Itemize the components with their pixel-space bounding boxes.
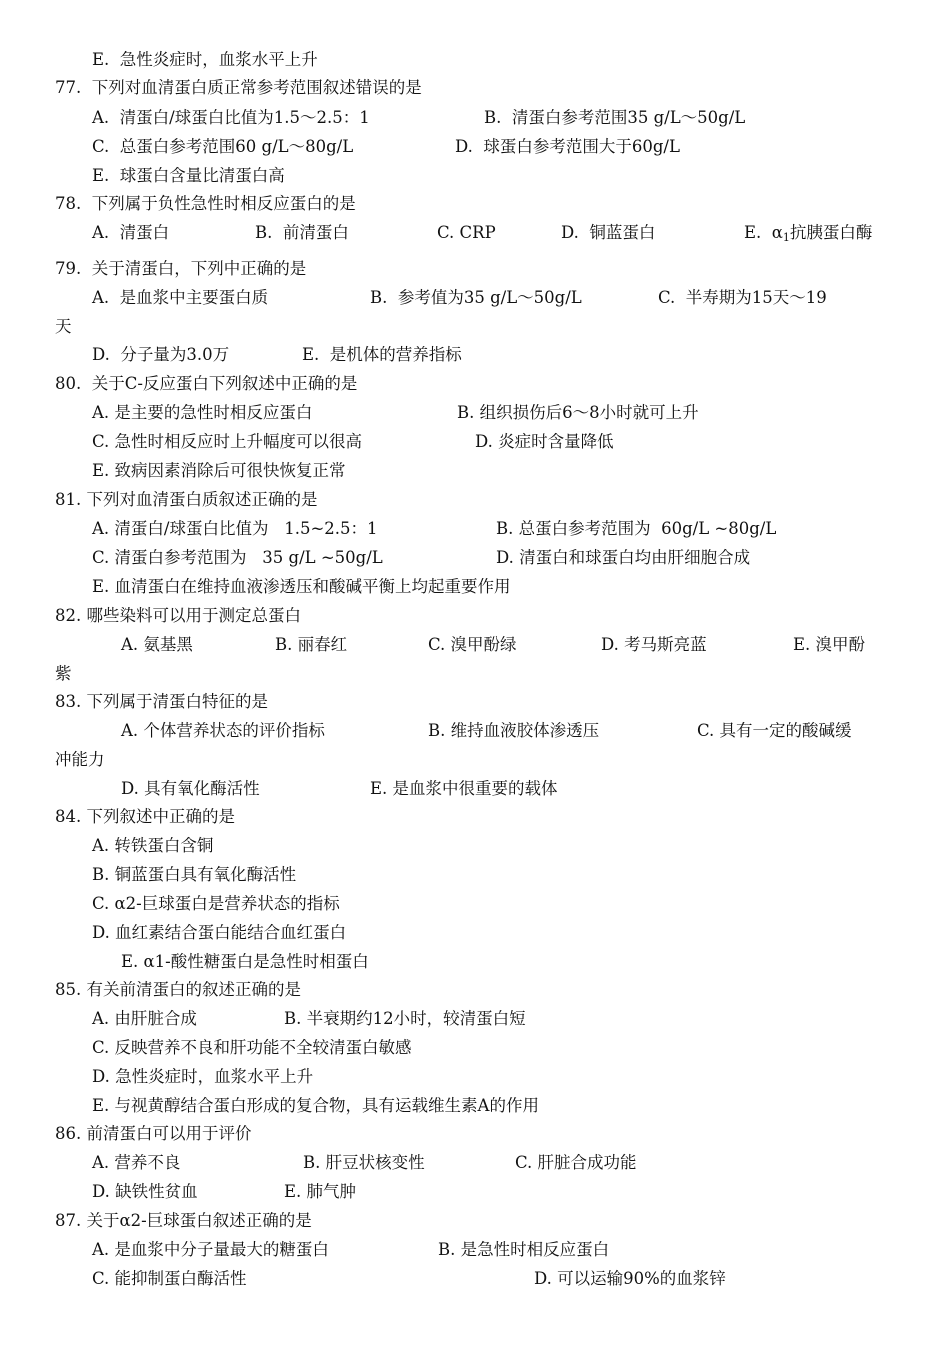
q81-option-d: D. 清蛋白和球蛋白均由肝细胞合成 [496, 548, 751, 567]
q78-option-e-suffix: 抗胰蛋白酶 [789, 223, 873, 242]
q78-option-e-subscript: 1 [782, 231, 790, 244]
q79-option-e: E. 是机体的营养指标 [302, 345, 462, 364]
q87-stem: 87. 关于α2-巨球蛋白叙述正确的是 [55, 1211, 312, 1230]
q87-option-b: B. 是急性时相反应蛋白 [438, 1240, 610, 1259]
q84-option-c: C. α2-巨球蛋白是营养状态的指标 [92, 894, 340, 913]
q81-option-a: A. 清蛋白/球蛋白比值为 1.5~2.5：1 [92, 519, 378, 538]
q77-option-c: C. 总蛋白参考范围60 g/L～80g/L [92, 137, 354, 156]
q85-option-a: A. 由肝脏合成 [92, 1009, 197, 1028]
q85-option-b: B. 半衰期约12小时，较清蛋白短 [284, 1009, 526, 1028]
q79-option-a: A. 是血浆中主要蛋白质 [92, 288, 269, 307]
q81-option-c: C. 清蛋白参考范围为 35 g/L ~50g/L [92, 548, 383, 567]
q87-option-d: D. 可以运输90%的血浆锌 [534, 1269, 726, 1288]
q83-stem: 83. 下列属于清蛋白特征的是 [55, 692, 268, 711]
q77-option-b: B. 清蛋白参考范围35 g/L～50g/L [484, 108, 746, 127]
q84-option-a: A. 转铁蛋白含铜 [92, 836, 214, 855]
q87-option-a: A. 是血浆中分子量最大的糖蛋白 [92, 1240, 329, 1259]
q80-option-c: C. 急性时相反应时上升幅度可以很高 [92, 432, 363, 451]
q86-option-c: C. 肝脏合成功能 [515, 1153, 637, 1172]
q83-option-d: D. 具有氧化酶活性 [121, 779, 260, 798]
q83-option-c-continuation: 冲能力 [55, 750, 105, 769]
q78-option-e [744, 222, 872, 249]
q81-option-b: B. 总蛋白参考范围为 60g/L ~80g/L [496, 519, 777, 538]
q83-option-e: E. 是血浆中很重要的载体 [370, 779, 558, 798]
q84-stem: 84. 下列叙述中正确的是 [55, 807, 235, 826]
q86-option-d: D. 缺铁性贫血 [92, 1182, 198, 1201]
q78-option-a: A. 清蛋白 [92, 223, 170, 242]
q84-option-e: E. α1-酸性糖蛋白是急性时相蛋白 [121, 952, 369, 971]
q78-option-d: D. 铜蓝蛋白 [561, 223, 656, 242]
q85-option-e: E. 与视黄醇结合蛋白形成的复合物，具有运载维生素A的作用 [92, 1096, 539, 1115]
q81-option-e: E. 血清蛋白在维持血液渗透压和酸碱平衡上均起重要作用 [92, 577, 511, 596]
q83-option-c: C. 具有一定的酸碱缓 [697, 721, 852, 740]
q84-option-d: D. 血红素结合蛋白能结合血红蛋白 [92, 923, 347, 942]
q86-option-a: A. 营养不良 [92, 1153, 181, 1172]
q79-option-c-continuation: 天 [55, 317, 72, 336]
q80-option-e: E. 致病因素消除后可很快恢复正常 [92, 461, 346, 480]
q87-option-c: C. 能抑制蛋白酶活性 [92, 1269, 247, 1288]
q77-stem: 77. 下列对血清蛋白质正常参考范围叙述错误的是 [55, 78, 422, 97]
q82-option-d: D. 考马斯亮蓝 [601, 635, 707, 654]
q82-option-e-continuation: 紫 [55, 664, 72, 683]
q80-option-d: D. 炎症时含量降低 [475, 432, 614, 451]
q82-option-c: C. 溴甲酚绿 [428, 635, 517, 654]
q78-stem: 78. 下列属于负性急性时相反应蛋白的是 [55, 194, 356, 213]
q78-option-c: C. CRP [437, 223, 496, 242]
q86-stem: 86. 前清蛋白可以用于评价 [55, 1124, 252, 1143]
q85-option-d: D. 急性炎症时，血浆水平上升 [92, 1067, 314, 1086]
q83-option-b: B. 维持血液胶体渗透压 [428, 721, 600, 740]
q80-stem: 80. 关于C-反应蛋白下列叙述中正确的是 [55, 374, 358, 393]
q79-option-d: D. 分子量为3.0万 [92, 345, 230, 364]
q79-stem: 79. 关于清蛋白，下列中正确的是 [55, 259, 307, 278]
q82-option-a: A. 氨基黑 [121, 635, 193, 654]
q81-stem: 81. 下列对血清蛋白质叙述正确的是 [55, 490, 318, 509]
q80-option-a: A. 是主要的急性时相反应蛋白 [92, 403, 313, 422]
q83-option-a: A. 个体营养状态的评价指标 [121, 721, 325, 740]
q85-option-c: C. 反映营养不良和肝功能不全较清蛋白敏感 [92, 1038, 412, 1057]
q82-stem: 82. 哪些染料可以用于测定总蛋白 [55, 606, 301, 625]
q77-option-d: D. 球蛋白参考范围大于60g/L [455, 137, 680, 156]
q77-option-e: E. 球蛋白含量比清蛋白高 [92, 166, 285, 185]
q87-options-row-2 [92, 1268, 932, 1356]
q82-option-b: B. 丽春红 [275, 635, 348, 654]
q83-options-row-2 [121, 778, 921, 866]
q79-option-b: B. 参考值为35 g/L～50g/L [370, 288, 582, 307]
q80-option-b: B. 组织损伤后6～8小时就可上升 [457, 403, 699, 422]
q86-option-e: E. 肺气肿 [284, 1182, 357, 1201]
q85-stem: 85. 有关前清蛋白的叙述正确的是 [55, 980, 301, 999]
q76-option-e: E. 急性炎症时，血浆水平上升 [92, 50, 318, 69]
q77-option-a: A. 清蛋白/球蛋白比值为1.5～2.5：1 [92, 108, 370, 127]
q78-option-e-prefix: E. α [744, 223, 783, 242]
q82-option-e: E. 溴甲酚 [793, 635, 866, 654]
q78-option-b: B. 前清蛋白 [255, 223, 349, 242]
q79-option-c: C. 半寿期为15天～19 [658, 288, 827, 307]
q86-option-b: B. 肝豆状核变性 [303, 1153, 425, 1172]
q84-option-b: B. 铜蓝蛋白具有氧化酶活性 [92, 865, 297, 884]
